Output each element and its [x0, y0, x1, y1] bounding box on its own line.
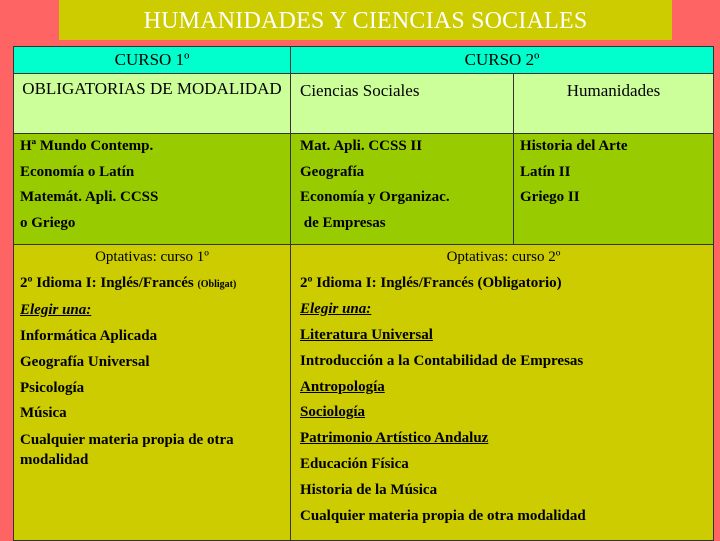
list-item: Geografía [300, 163, 365, 180]
list-item: Literatura Universal [300, 326, 433, 343]
curriculum-table [13, 46, 714, 541]
curso1-header: CURSO 1º [14, 47, 291, 74]
list-item: Sociología [300, 404, 366, 421]
list-item: Griego II [520, 189, 580, 205]
optativas2-heading: Optativas: curso 2º [446, 249, 561, 265]
list-item: Mat. Apli. CCSS II [300, 138, 423, 154]
optativas1-heading: Optativas: curso 1º [95, 249, 209, 265]
list-item: Introducción a la Contabilidad de Empresas [300, 352, 584, 369]
optativas-curso1-cell [14, 245, 291, 541]
optativas1-idioma [20, 271, 284, 298]
idioma-note: (Obligat) [197, 278, 237, 290]
list-item: Cualquier materia propia de otra modalidad [300, 508, 586, 525]
list-item: Matemát. Apli. CCSS [20, 189, 159, 205]
optativas1-elegir: Elegir una: [20, 301, 92, 318]
list-item: Geografía Universal [20, 353, 150, 370]
list-item: Economía o Latín [20, 163, 135, 180]
list-item: Antropología [300, 378, 385, 395]
obligatorias-curso1-cell [14, 134, 291, 245]
idioma-text: 2º Idioma I: Inglés/Francés [20, 274, 194, 291]
optativas-curso2-cell [291, 245, 714, 541]
list-item: Cualquier materia propia de otra modalidad [20, 432, 234, 469]
optativas2-idioma: 2º Idioma I: Inglés/Francés (Obligatorio) [300, 274, 562, 291]
obligatorias-row [14, 134, 714, 245]
obligatorias-heading: OBLIGATORIAS DE MODALIDAD [14, 74, 291, 134]
list-item: Psicología [20, 379, 85, 396]
list-item: Latín II [520, 163, 571, 180]
subheader-row [14, 74, 714, 134]
list-item: Historia de la Música [300, 482, 438, 499]
list-item: Informática Aplicada [20, 327, 158, 344]
list-item: o Griego [20, 214, 76, 231]
ciencias-sociales-heading: Ciencias Sociales [291, 74, 514, 134]
list-item: Educación Física [300, 456, 409, 473]
list-item: Patrimonio Artístico Andaluz [300, 430, 489, 447]
page-title: HUMANIDADES Y CIENCIAS SOCIALES [59, 0, 672, 40]
list-item: de Empresas [300, 214, 386, 231]
obligatorias-humanidades-cell [514, 134, 714, 245]
optativas-row [14, 245, 714, 541]
optativas2-elegir: Elegir una: [300, 300, 372, 317]
list-item: Música [20, 405, 67, 422]
list-item: Economía y Organizac. [300, 189, 450, 205]
obligatorias-ccss-cell [291, 134, 514, 245]
list-item: Historia del Arte [520, 138, 628, 154]
header-row [14, 47, 714, 74]
curso2-header: CURSO 2º [291, 47, 714, 74]
humanidades-heading: Humanidades [514, 74, 714, 134]
list-item: Hª Mundo Contemp. [20, 138, 154, 154]
